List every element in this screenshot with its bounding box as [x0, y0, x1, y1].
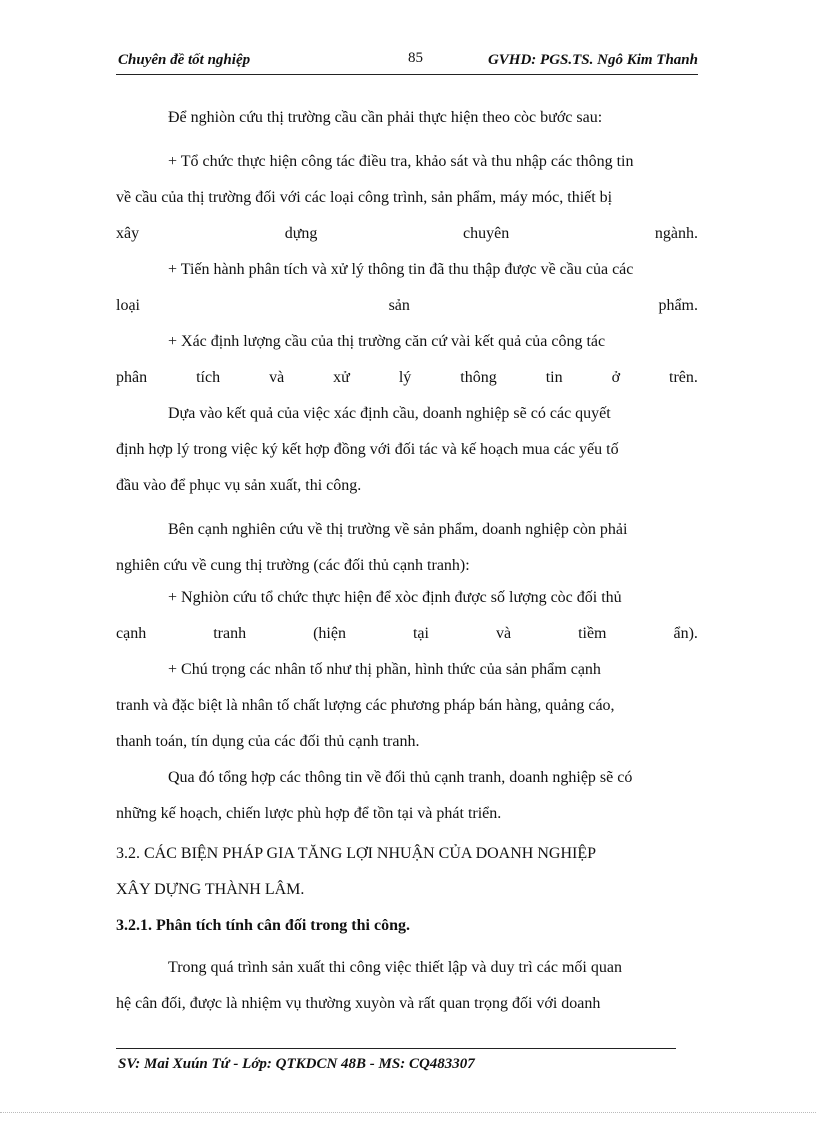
page-header: [116, 50, 698, 75]
text-line: thanh toán, tín dụng của các đối thủ cạnh tranh.: [116, 733, 420, 750]
word: và: [495, 625, 512, 642]
word: ở: [611, 369, 621, 386]
word: ngành.: [654, 225, 698, 242]
section-heading-3-2: [116, 836, 698, 908]
text-line: tranh và đặc biệt là nhân tố chất lượng các phương pháp bán hàng, quảng cáo,: [116, 697, 615, 714]
word: và: [269, 369, 285, 386]
word: cạnh: [116, 625, 147, 642]
text-line: đầu vào để phục vụ sản xuất, thi công.: [116, 477, 362, 494]
word: tại: [412, 625, 429, 642]
text-line: Trong quá trình sản xuất thi công việc thiết lập và duy trì các mối quan: [168, 959, 622, 976]
word: tiềm: [578, 625, 607, 642]
paragraph-balance: [116, 950, 698, 1022]
text-line: những kế hoạch, chiến lược phù hợp để tồn tại và phát triển.: [116, 805, 502, 822]
word: loại: [116, 297, 140, 314]
text-line: định hợp lý trong việc ký kết hợp đồng với đối tác và kế hoạch mua các yếu tố: [116, 441, 619, 458]
text-line: về cầu của thị trường đối với các loại công trình, sản phẩm, máy móc, thiết bị: [116, 189, 613, 206]
subsection-heading-3-2-1: [116, 908, 698, 944]
text-line: Để nghiòn cứu thị trường cầu cần phải thực hiện theo còc bước sau:: [168, 109, 603, 126]
paragraph-demand: [116, 324, 698, 396]
text-line: Bên cạnh nghiên cứu về thị trường về sản phẩm, doanh nghiệp còn phải: [168, 521, 628, 538]
paragraph-factors: [116, 652, 698, 760]
justified-line: [116, 616, 698, 652]
text-line: nghiên cứu về cung thị trường (các đối thủ cạnh tranh):: [116, 557, 470, 574]
word: ẩn).: [673, 625, 698, 642]
paragraph-intro: [116, 100, 698, 136]
footer-rule: [116, 1048, 676, 1049]
header-document-type: Chuyên đề tốt nghiệp: [118, 52, 251, 68]
justified-line: [116, 288, 698, 324]
text-line: Dựa vào kết quả của việc xác định cầu, doanh nghiệp sẽ có các quyết: [168, 405, 611, 422]
heading-line: XÂY DỰNG THÀNH LÂM.: [116, 881, 305, 898]
word: (hiện: [313, 625, 346, 642]
text-line: + Chú trọng các nhân tố như thị phần, hình thức của sản phẩm cạnh: [168, 661, 601, 678]
page-number: 85: [408, 50, 423, 66]
word: dựng: [284, 225, 318, 242]
word: tích: [196, 369, 221, 386]
text-line: hệ cân đối, được là nhiệm vụ thường xuyòn và rất quan trọng đối với doanh: [116, 995, 601, 1012]
word: thông: [460, 369, 497, 386]
word: xử: [333, 369, 350, 386]
word: xây: [116, 225, 140, 242]
word: phẩm.: [658, 297, 698, 314]
page-footer: SV: Mai Xuún Tứ - Lớp: QTKDCN 48B - MS: CQ483307: [118, 1056, 475, 1072]
paragraph-summary: [116, 760, 698, 832]
paragraph-competitors: [116, 580, 698, 652]
justified-line: [116, 360, 698, 396]
paragraph-supply: [116, 512, 698, 584]
heading-line: 3.2. CÁC BIỆN PHÁP GIA TĂNG LỢI NHUẬN CỦA DOANH NGHIỆP: [116, 845, 597, 862]
header-supervisor: GVHD: PGS.TS. Ngô Kim Thanh: [487, 52, 698, 68]
word: tin: [545, 369, 563, 386]
text-line: + Nghiòn cứu tổ chức thực hiện để xòc định được số lượng còc đối thủ: [168, 589, 622, 606]
text-line: + Xác định lượng cầu của thị trường căn cứ vài kết quả của công tác: [168, 333, 606, 350]
text-line: + Tổ chức thực hiện công tác điều tra, khảo sát và thu nhập các thông tin: [168, 153, 634, 170]
heading-line: 3.2.1. Phân tích tính cân đối trong thi công.: [116, 917, 410, 934]
text-line: Qua đó tổng hợp các thông tin về đối thủ cạnh tranh, doanh nghiệp sẽ có: [168, 769, 633, 786]
word: phân: [116, 369, 148, 386]
word: trên.: [669, 369, 698, 386]
word: sản: [388, 297, 410, 314]
word: tranh: [213, 625, 247, 642]
paragraph-survey: [116, 144, 698, 252]
page-edge: [0, 1112, 816, 1113]
text-line: + Tiến hành phân tích và xử lý thông tin đã thu thập được về cầu của các: [168, 261, 634, 278]
paragraph-analysis: [116, 252, 698, 324]
word: lý: [398, 369, 412, 386]
paragraph-decision: [116, 396, 698, 504]
justified-line: [116, 216, 698, 252]
word: chuyên: [463, 225, 510, 242]
